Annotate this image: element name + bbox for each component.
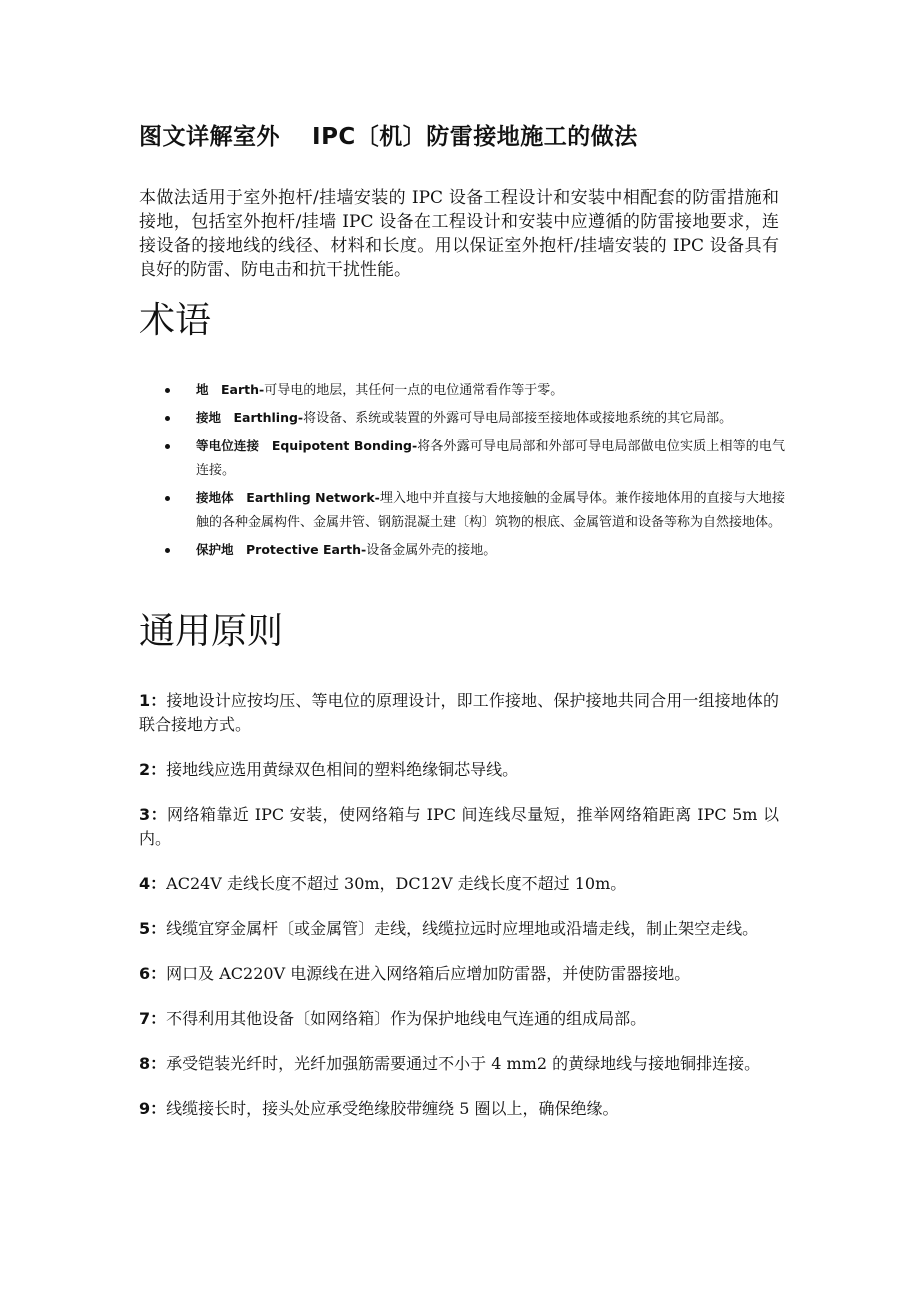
list-item — [165, 378, 785, 403]
section-heading-terms: 术语 — [139, 300, 212, 341]
list-item — [165, 486, 785, 535]
term-definition: 将设备、系统或装置的外露可导电局部接至接地体或接地系统的其它局部。 — [303, 411, 733, 426]
bullet-icon — [165, 496, 170, 501]
principle-number: 6： — [139, 964, 167, 983]
principle-text: 不得利用其他设备〔如网络箱〕作为保护地线电气连通的组成局部。 — [166, 1009, 647, 1028]
principle-text: 承受铠装光纤时，光纤加强筋需要通过不小于 4 mm2 的黄绿地线与接地铜排连接。 — [166, 1054, 761, 1073]
term-definition: 设备金属外壳的接地。 — [366, 543, 497, 558]
principle-item — [139, 803, 779, 851]
principle-text: 接地设计应按均压、等电位的原理设计，即工作接地、保护接地共同合用一组接地体的联合接地方式。 — [139, 691, 779, 734]
principle-text: AC24V 走线长度不超过 30m，DC12V 走线长度不超过 10m。 — [166, 874, 627, 893]
principle-number: 3： — [139, 805, 168, 824]
list-item — [165, 406, 785, 431]
principle-item — [139, 758, 779, 782]
principle-number: 5： — [139, 919, 167, 938]
principle-text: 网口及 AC220V 电源线在进入网络箱后应增加防雷器，并使防雷器接地。 — [166, 964, 691, 983]
term-name: 等电位连接 Equipotent Bonding- — [196, 438, 418, 453]
section-heading-principles: 通用原则 — [139, 611, 284, 652]
terms-list — [165, 378, 785, 566]
term-definition: 将各外露可导电局部和外部可导电局部做电位实质上相等的电气连接。 — [196, 439, 785, 478]
principle-item — [139, 1052, 779, 1076]
bullet-icon — [165, 444, 170, 449]
principle-number: 8： — [139, 1054, 167, 1073]
principle-item — [139, 872, 779, 896]
list-item — [165, 538, 785, 563]
principles-list — [139, 689, 779, 1142]
list-item — [165, 434, 785, 483]
term-definition: 可导电的地层，其任何一点的电位通常看作等于零。 — [264, 383, 564, 398]
intro-paragraph: 本做法适用于室外抱杆/挂墙安装的 IPC 设备工程设计和安装中相配套的防雷措施和接地，包括室外抱杆/挂墙 IPC 设备在工程设计和安装中应遵循的防雷接地要求，连接设备的接地线的线径、材料和长度。用以保证室外抱杆/挂墙安装的 IPC 设备具有良好的防雷、防电击和抗干扰性能。 — [139, 188, 779, 280]
principle-text: 网络箱靠近 IPC 安装，使网络箱与 IPC 间连线尽量短，推举网络箱距离 IPC 5m 以内。 — [139, 805, 779, 848]
principle-text: 接地线应选用黄绿双色相间的塑料绝缘铜芯导线。 — [166, 760, 519, 779]
bullet-icon — [165, 388, 170, 393]
principle-number: 9： — [139, 1099, 167, 1118]
principle-number: 4： — [139, 874, 167, 893]
bullet-icon — [165, 548, 170, 553]
principle-text: 线缆宜穿金属杆〔或金属管〕走线，线缆拉远时应埋地或沿墙走线，制止架空走线。 — [166, 919, 759, 938]
bullet-icon — [165, 416, 170, 421]
principle-number: 7： — [139, 1009, 167, 1028]
principle-number: 2： — [139, 760, 167, 779]
term-name: 保护地 Protective Earth- — [196, 542, 367, 557]
principle-item — [139, 1007, 779, 1031]
principle-item — [139, 962, 779, 986]
principle-item — [139, 917, 779, 941]
principle-text: 线缆接长时，接头处应承受绝缘胶带缠绕 5 圈以上，确保绝缘。 — [166, 1099, 619, 1118]
principle-item — [139, 1097, 779, 1121]
principle-number: 1： — [139, 691, 167, 710]
term-name: 接地 Earthling- — [196, 410, 304, 425]
document-title: 图文详解室外 IPC〔机〕防雷接地施工的做法 — [139, 124, 638, 150]
term-definition: 埋入地中并直接与大地接触的金属导体。兼作接地体用的直接与大地接触的各种金属构件、金属井管、钢筋混凝土建〔构〕筑物的根底、金属管道和设备等称为自然接地体。 — [196, 491, 785, 530]
principle-item — [139, 689, 779, 737]
term-name: 接地体 Earthling Network- — [196, 490, 380, 505]
term-name: 地 Earth- — [196, 382, 265, 397]
